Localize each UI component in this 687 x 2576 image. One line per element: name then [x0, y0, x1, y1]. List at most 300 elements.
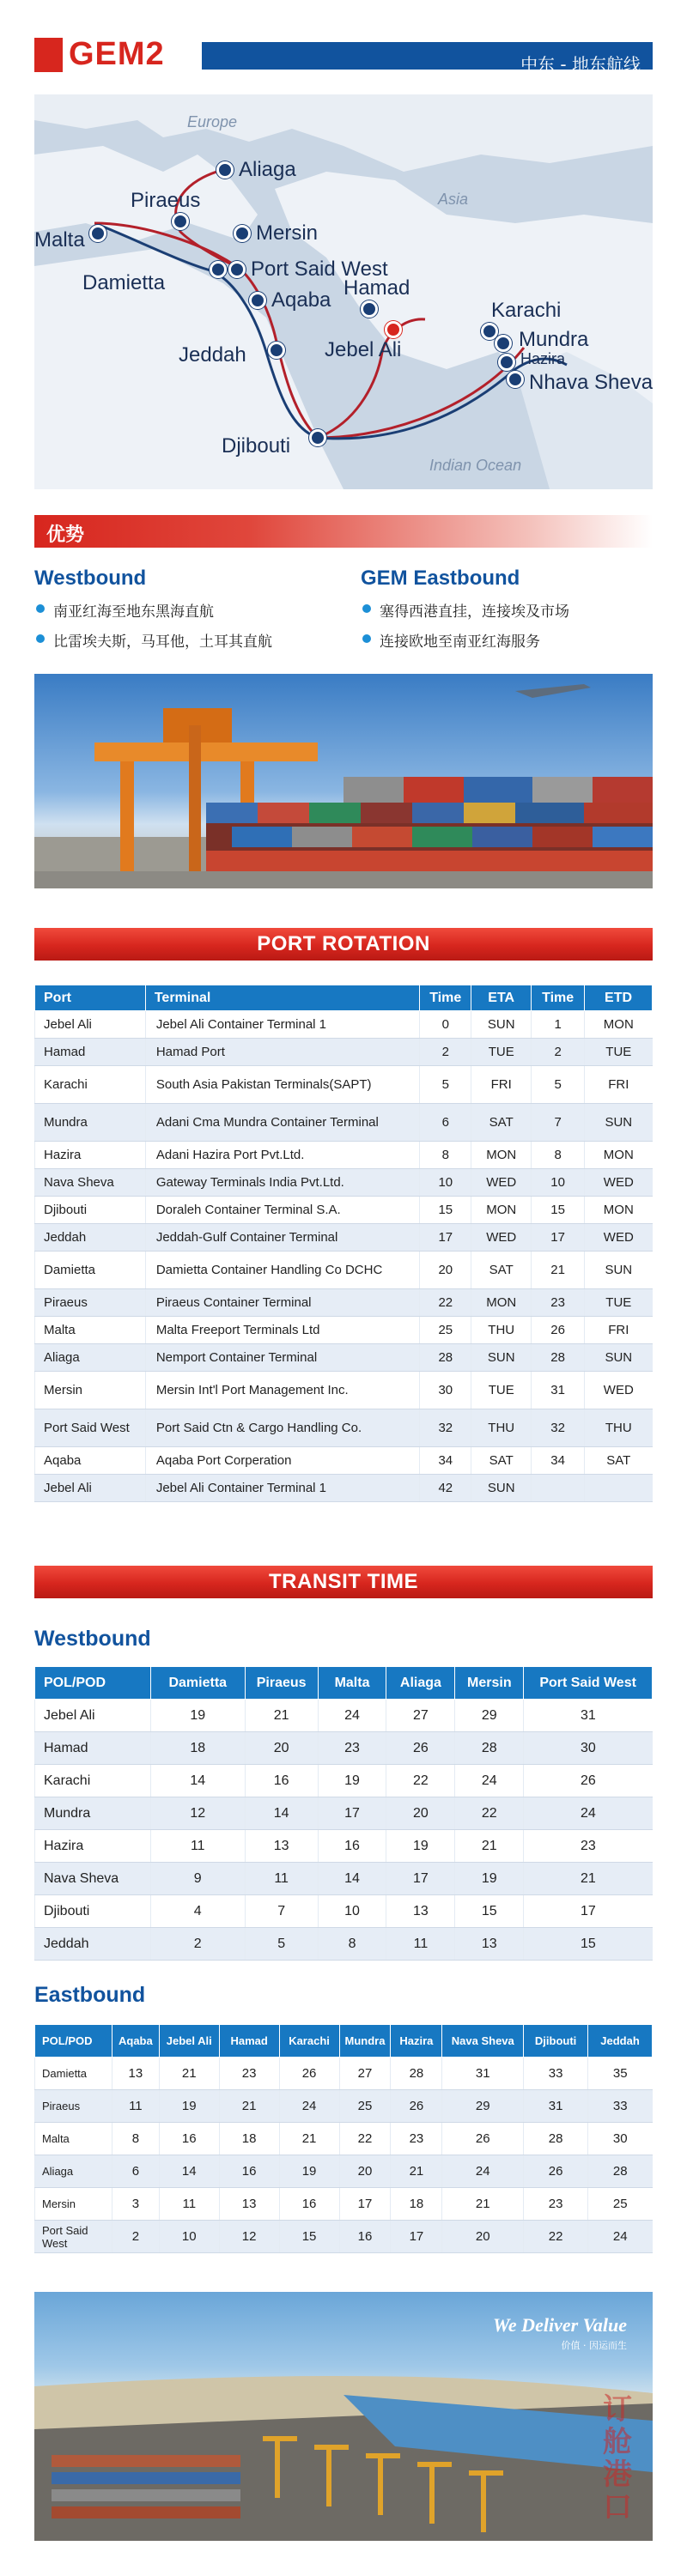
transit-days-cell: 3: [112, 2188, 159, 2221]
schedule-cell: MON: [471, 1197, 532, 1224]
column-header: Time: [532, 985, 585, 1011]
transit-days-cell: 33: [524, 2058, 588, 2090]
schedule-cell: [532, 1475, 585, 1502]
terminal-cell: Jeddah-Gulf Container Terminal: [145, 1224, 419, 1252]
transit-days-cell: 17: [386, 1863, 455, 1895]
table-row: [35, 1797, 653, 1830]
schedule-cell: 1: [532, 1011, 585, 1039]
schedule-cell: MON: [471, 1289, 532, 1317]
table-row: [35, 1169, 653, 1197]
list-item: 塞得西港直挂，连接埃及市场: [361, 599, 670, 621]
terminal-cell: Doraleh Container Terminal S.A.: [145, 1197, 419, 1224]
transit-days-cell: 21: [455, 1830, 524, 1863]
schedule-cell: TUE: [585, 1039, 653, 1066]
port-cell: Djibouti: [35, 1197, 146, 1224]
transit-days-cell: 24: [279, 2090, 339, 2123]
table-row: [35, 2221, 653, 2253]
origin-port-cell: Mersin: [35, 2188, 112, 2221]
transit-days-cell: 29: [455, 1700, 524, 1732]
transit-days-cell: 28: [588, 2155, 653, 2188]
schedule-cell: 10: [532, 1169, 585, 1197]
schedule-cell: SUN: [585, 1344, 653, 1372]
schedule-cell: 34: [532, 1447, 585, 1475]
port-cell: Damietta: [35, 1252, 146, 1289]
transit-days-cell: 24: [524, 1797, 653, 1830]
schedule-cell: 17: [420, 1224, 471, 1252]
transit-days-cell: 8: [318, 1928, 386, 1961]
table-row: [35, 1039, 653, 1066]
container-port-photo: [34, 674, 653, 888]
transit-days-cell: 11: [386, 1928, 455, 1961]
westbound-advantages: [34, 567, 344, 659]
terminal-cell: Mersin Int'l Port Management Inc.: [145, 1372, 419, 1409]
transit-days-cell: 17: [391, 2221, 442, 2253]
schedule-cell: WED: [585, 1224, 653, 1252]
origin-port-cell: Port Said West: [35, 2221, 112, 2253]
transit-days-cell: 19: [318, 1765, 386, 1797]
column-header: Malta: [318, 1667, 386, 1700]
transit-days-cell: 25: [339, 2090, 391, 2123]
origin-port-cell: Aliaga: [35, 2155, 112, 2188]
schedule-cell: 32: [420, 1409, 471, 1447]
schedule-cell: 42: [420, 1475, 471, 1502]
port-cell: Jeddah: [35, 1224, 146, 1252]
transit-days-cell: 11: [159, 2188, 219, 2221]
port-pin-damietta[interactable]: [210, 261, 227, 278]
transit-days-cell: 33: [588, 2090, 653, 2123]
transit-days-cell: 6: [112, 2155, 159, 2188]
schedule-cell: 22: [420, 1289, 471, 1317]
column-header: Piraeus: [245, 1667, 318, 1700]
transit-days-cell: 18: [391, 2188, 442, 2221]
table-row: [35, 1447, 653, 1475]
port-rotation-banner: [34, 928, 653, 961]
transit-days-cell: 19: [279, 2155, 339, 2188]
schedule-cell: 21: [532, 1252, 585, 1289]
transit-days-cell: 16: [339, 2221, 391, 2253]
transit-days-cell: 24: [442, 2155, 524, 2188]
port-rotation-title: PORT ROTATION: [257, 932, 430, 955]
transit-days-cell: 30: [588, 2123, 653, 2155]
transit-days-cell: 14: [318, 1863, 386, 1895]
column-header: Damietta: [150, 1667, 245, 1700]
transit-days-cell: 10: [318, 1895, 386, 1928]
port-label: Malta: [34, 228, 85, 252]
region-label: Europe: [187, 113, 238, 130]
transit-days-cell: 21: [279, 2123, 339, 2155]
schedule-cell: SAT: [471, 1104, 532, 1142]
schedule-cell: WED: [585, 1169, 653, 1197]
port-label: Mundra: [519, 328, 589, 351]
schedule-cell: 30: [420, 1372, 471, 1409]
port-pin-nhava-sheva[interactable]: [507, 371, 524, 388]
port-label: Port Said West: [251, 258, 388, 281]
port-pin-malta[interactable]: [89, 225, 106, 242]
transit-days-cell: 23: [524, 2188, 588, 2221]
terminal-cell: Adani Hazira Port Pvt.Ltd.: [145, 1142, 419, 1169]
table-row: [35, 1732, 653, 1765]
transit-days-cell: 21: [219, 2090, 279, 2123]
watermark-stamp: 订 舱 港 口: [603, 2392, 632, 2524]
schedule-cell: MON: [471, 1142, 532, 1169]
table-row: [35, 1475, 653, 1502]
port-label: Mersin: [256, 221, 319, 245]
transit-days-cell: 31: [524, 2090, 588, 2123]
table-row: [35, 1104, 653, 1142]
port-pin-jeddah[interactable]: [268, 342, 285, 359]
port-label: Hamad: [344, 276, 410, 300]
port-label: Karachi: [491, 299, 562, 322]
schedule-cell: MON: [585, 1197, 653, 1224]
schedule-cell: SUN: [471, 1344, 532, 1372]
transit-days-cell: 9: [150, 1863, 245, 1895]
transit-days-cell: 14: [245, 1797, 318, 1830]
table-row: [35, 1830, 653, 1863]
region-label: Indian Ocean: [429, 457, 522, 474]
port-cell: Nava Sheva: [35, 1169, 146, 1197]
region-label: Asia: [438, 191, 469, 208]
brand-mark: [34, 38, 63, 72]
port-cell: Mundra: [35, 1104, 146, 1142]
column-header: Mundra: [339, 2025, 391, 2058]
column-header: Port: [35, 985, 146, 1011]
terminal-cell: Aqaba Port Corperation: [145, 1447, 419, 1475]
schedule-cell: 2: [420, 1039, 471, 1066]
port-cell: Aliaga: [35, 1344, 146, 1372]
transit-days-cell: 20: [386, 1797, 455, 1830]
schedule-cell: MON: [585, 1142, 653, 1169]
terminal-cell: Gateway Terminals India Pvt.Ltd.: [145, 1169, 419, 1197]
origin-port-cell: Damietta: [35, 2058, 112, 2090]
schedule-cell: 28: [532, 1344, 585, 1372]
table-row: [35, 1142, 653, 1169]
port-label: Aqaba: [271, 288, 331, 312]
terminal-cell: Piraeus Container Terminal: [145, 1289, 419, 1317]
port-label: Aliaga: [239, 158, 296, 181]
aerial-port-photo: [34, 2292, 653, 2541]
transit-days-cell: 11: [150, 1830, 245, 1863]
origin-port-cell: Djibouti: [35, 1895, 151, 1928]
transit-days-cell: 13: [245, 1830, 318, 1863]
port-pin-aqaba[interactable]: [249, 292, 266, 309]
origin-port-cell: Hazira: [35, 1830, 151, 1863]
list-item: 南亚红海至地东黑海直航: [34, 599, 344, 621]
schedule-cell: 15: [532, 1197, 585, 1224]
schedule-cell: [585, 1475, 653, 1502]
transit-days-cell: 29: [442, 2090, 524, 2123]
terminal-cell: South Asia Pakistan Terminals(SAPT): [145, 1066, 419, 1104]
transit-days-cell: 31: [524, 1700, 653, 1732]
table-row: [35, 1344, 653, 1372]
table-row: [35, 1765, 653, 1797]
advantages-heading: 优势: [46, 524, 85, 546]
origin-port-cell: Piraeus: [35, 2090, 112, 2123]
transit-days-cell: 24: [318, 1700, 386, 1732]
slogan-text: We Deliver Value: [492, 2314, 627, 2336]
port-label: Nhava Sheva: [529, 371, 653, 394]
column-header: POL/POD: [35, 1667, 151, 1700]
transit-days-cell: 25: [588, 2188, 653, 2221]
schedule-cell: SUN: [585, 1104, 653, 1142]
transit-days-cell: 11: [112, 2090, 159, 2123]
table-row: [35, 1252, 653, 1289]
table-row: [35, 1372, 653, 1409]
transit-days-cell: 35: [588, 2058, 653, 2090]
transit-days-cell: 7: [245, 1895, 318, 1928]
transit-days-cell: 16: [279, 2188, 339, 2221]
column-header: POL/POD: [35, 2025, 112, 2058]
terminal-cell: Hamad Port: [145, 1039, 419, 1066]
transit-days-cell: 21: [245, 1700, 318, 1732]
column-header: Time: [420, 985, 471, 1011]
service-title: GEM2: [69, 36, 165, 72]
port-pin-mundra[interactable]: [495, 335, 512, 352]
transit-days-cell: 12: [150, 1797, 245, 1830]
table-row: [35, 2188, 653, 2221]
table-header-row: [35, 985, 653, 1011]
transit-days-cell: 13: [386, 1895, 455, 1928]
transit-days-cell: 26: [279, 2058, 339, 2090]
schedule-cell: 2: [532, 1039, 585, 1066]
schedule-cell: WED: [471, 1224, 532, 1252]
port-pin-aliaga[interactable]: [216, 161, 234, 179]
table-row: [35, 1928, 653, 1961]
port-cell: Port Said West: [35, 1409, 146, 1447]
port-pin-port-said-west[interactable]: [228, 261, 246, 278]
schedule-cell: FRI: [585, 1066, 653, 1104]
transit-days-cell: 11: [245, 1863, 318, 1895]
list-item: 比雷埃夫斯，马耳他，土耳其直航: [34, 629, 344, 651]
terminal-cell: Nemport Container Terminal: [145, 1344, 419, 1372]
column-header: Port Said West: [524, 1667, 653, 1700]
port-label: Damietta: [82, 271, 166, 294]
origin-port-cell: Jeddah: [35, 1928, 151, 1961]
transit-days-cell: 8: [112, 2123, 159, 2155]
transit-days-cell: 24: [455, 1765, 524, 1797]
schedule-cell: 17: [532, 1224, 585, 1252]
service-subtitle: 中东 - 地东航线: [520, 54, 641, 75]
table-row: [35, 1317, 653, 1344]
schedule-cell: 5: [420, 1066, 471, 1104]
transit-days-cell: 14: [150, 1765, 245, 1797]
schedule-cell: 23: [532, 1289, 585, 1317]
westbound-title: Westbound: [34, 567, 147, 590]
schedule-cell: 7: [532, 1104, 585, 1142]
origin-port-cell: Nava Sheva: [35, 1863, 151, 1895]
table-row: [35, 1224, 653, 1252]
page-header: [34, 36, 653, 75]
schedule-cell: SAT: [471, 1447, 532, 1475]
terminal-cell: Jebel Ali Container Terminal 1: [145, 1011, 419, 1039]
list-item: 连接欧地至南亚红海服务: [361, 629, 670, 651]
transit-days-cell: 19: [455, 1863, 524, 1895]
table-row: [35, 1197, 653, 1224]
transit-days-cell: 21: [442, 2188, 524, 2221]
transit-days-cell: 19: [150, 1700, 245, 1732]
transit-days-cell: 2: [150, 1928, 245, 1961]
port-label: Jeddah: [179, 343, 246, 367]
schedule-cell: TUE: [471, 1372, 532, 1409]
transit-days-cell: 14: [159, 2155, 219, 2188]
schedule-cell: 32: [532, 1409, 585, 1447]
schedule-cell: 6: [420, 1104, 471, 1142]
column-header: ETA: [471, 985, 532, 1011]
column-header: ETD: [585, 985, 653, 1011]
table-row: [35, 1409, 653, 1447]
transit-days-cell: 16: [159, 2123, 219, 2155]
schedule-cell: SAT: [585, 1447, 653, 1475]
column-header: Jeddah: [588, 2025, 653, 2058]
origin-port-cell: Malta: [35, 2123, 112, 2155]
schedule-cell: 5: [532, 1066, 585, 1104]
schedule-cell: 10: [420, 1169, 471, 1197]
port-pin-djibouti[interactable]: [309, 429, 326, 446]
transit-days-cell: 22: [339, 2123, 391, 2155]
terminal-cell: Damietta Container Handling Co DCHC: [145, 1252, 419, 1289]
transit-days-cell: 21: [524, 1863, 653, 1895]
transit-days-cell: 26: [524, 2155, 588, 2188]
column-header: Hazira: [391, 2025, 442, 2058]
port-label: Piraeus: [131, 189, 201, 212]
schedule-cell: 34: [420, 1447, 471, 1475]
schedule-cell: TUE: [585, 1289, 653, 1317]
transit-time-banner: [34, 1566, 653, 1598]
schedule-cell: SUN: [471, 1011, 532, 1039]
terminal-cell: Malta Freeport Terminals Ltd: [145, 1317, 419, 1344]
transit-days-cell: 18: [219, 2123, 279, 2155]
transit-days-cell: 17: [339, 2188, 391, 2221]
port-rotation-table: [34, 985, 653, 1502]
transit-days-cell: 31: [442, 2058, 524, 2090]
schedule-cell: 0: [420, 1011, 471, 1039]
eastbound-advantages: [361, 567, 670, 659]
schedule-cell: MON: [585, 1011, 653, 1039]
port-cell: Jebel Ali: [35, 1011, 146, 1039]
transit-days-cell: 27: [386, 1700, 455, 1732]
transit-days-cell: 20: [442, 2221, 524, 2253]
port-pin-jebel-ali[interactable]: [385, 321, 402, 338]
transit-days-cell: 28: [455, 1732, 524, 1765]
schedule-cell: SUN: [471, 1475, 532, 1502]
transit-days-cell: 17: [524, 1895, 653, 1928]
transit-days-cell: 21: [159, 2058, 219, 2090]
slogan-subtext: 价值 · 因运而生: [561, 2340, 627, 2351]
table-row: [35, 2058, 653, 2090]
column-header: Mersin: [455, 1667, 524, 1700]
transit-days-cell: 28: [391, 2058, 442, 2090]
schedule-cell: 28: [420, 1344, 471, 1372]
origin-port-cell: Hamad: [35, 1732, 151, 1765]
transit-days-cell: 15: [279, 2221, 339, 2253]
transit-days-cell: 22: [524, 2221, 588, 2253]
transit-days-cell: 15: [455, 1895, 524, 1928]
schedule-cell: 15: [420, 1197, 471, 1224]
westbound-heading: Westbound: [34, 1627, 151, 1651]
transit-days-cell: 13: [455, 1928, 524, 1961]
schedule-cell: TUE: [471, 1039, 532, 1066]
port-cell: Hamad: [35, 1039, 146, 1066]
subtitle-bar: [202, 42, 653, 75]
table-row: [35, 1863, 653, 1895]
origin-port-cell: Jebel Ali: [35, 1700, 151, 1732]
terminal-cell: Port Said Ctn & Cargo Handling Co.: [145, 1409, 419, 1447]
schedule-cell: 8: [532, 1142, 585, 1169]
table-row: [35, 1066, 653, 1104]
transit-days-cell: 20: [339, 2155, 391, 2188]
port-pin-mersin[interactable]: [234, 225, 251, 242]
port-pin-piraeus[interactable]: [172, 213, 189, 230]
transit-days-cell: 21: [391, 2155, 442, 2188]
transit-days-cell: 26: [524, 1765, 653, 1797]
transit-days-cell: 30: [524, 1732, 653, 1765]
origin-port-cell: Mundra: [35, 1797, 151, 1830]
schedule-cell: 8: [420, 1142, 471, 1169]
schedule-cell: SAT: [471, 1252, 532, 1289]
port-cell: Piraeus: [35, 1289, 146, 1317]
transit-days-cell: 23: [391, 2123, 442, 2155]
column-header: Aqaba: [112, 2025, 159, 2058]
port-cell: Karachi: [35, 1066, 146, 1104]
column-header: Aliaga: [386, 1667, 455, 1700]
transit-days-cell: 22: [455, 1797, 524, 1830]
transit-days-cell: 23: [219, 2058, 279, 2090]
port-cell: Hazira: [35, 1142, 146, 1169]
transit-days-cell: 5: [245, 1928, 318, 1961]
schedule-cell: THU: [471, 1317, 532, 1344]
column-header: Hamad: [219, 2025, 279, 2058]
column-header: Terminal: [145, 985, 419, 1011]
eastbound-title: GEM Eastbound: [361, 567, 520, 590]
schedule-cell: 31: [532, 1372, 585, 1409]
schedule-cell: 26: [532, 1317, 585, 1344]
transit-days-cell: 23: [318, 1732, 386, 1765]
eastbound-transit-table: [34, 2024, 653, 2253]
eastbound-heading: Eastbound: [34, 1983, 146, 2007]
table-row: [35, 1289, 653, 1317]
port-label: Djibouti: [222, 434, 291, 458]
port-cell: Aqaba: [35, 1447, 146, 1475]
transit-days-cell: 18: [150, 1732, 245, 1765]
table-row: [35, 1895, 653, 1928]
transit-days-cell: 22: [386, 1765, 455, 1797]
terminal-cell: Adani Cma Mundra Container Terminal: [145, 1104, 419, 1142]
table-row: [35, 1011, 653, 1039]
transit-days-cell: 19: [386, 1830, 455, 1863]
port-pin-hamad[interactable]: [361, 300, 378, 318]
schedule-cell: 25: [420, 1317, 471, 1344]
port-label: Jebel Ali: [325, 338, 402, 361]
table-row: [35, 1700, 653, 1732]
transit-days-cell: 28: [524, 2123, 588, 2155]
port-cell: Malta: [35, 1317, 146, 1344]
transit-days-cell: 16: [219, 2155, 279, 2188]
transit-days-cell: 23: [524, 1830, 653, 1863]
column-header: Djibouti: [524, 2025, 588, 2058]
transit-days-cell: 19: [159, 2090, 219, 2123]
schedule-cell: THU: [471, 1409, 532, 1447]
transit-days-cell: 4: [150, 1895, 245, 1928]
port-pin-hazira[interactable]: [498, 354, 515, 371]
transit-days-cell: 13: [112, 2058, 159, 2090]
transit-days-cell: 16: [318, 1830, 386, 1863]
schedule-cell: WED: [585, 1372, 653, 1409]
schedule-cell: THU: [585, 1409, 653, 1447]
transit-days-cell: 10: [159, 2221, 219, 2253]
schedule-cell: 20: [420, 1252, 471, 1289]
origin-port-cell: Karachi: [35, 1765, 151, 1797]
transit-days-cell: 15: [524, 1928, 653, 1961]
transit-days-cell: 2: [112, 2221, 159, 2253]
